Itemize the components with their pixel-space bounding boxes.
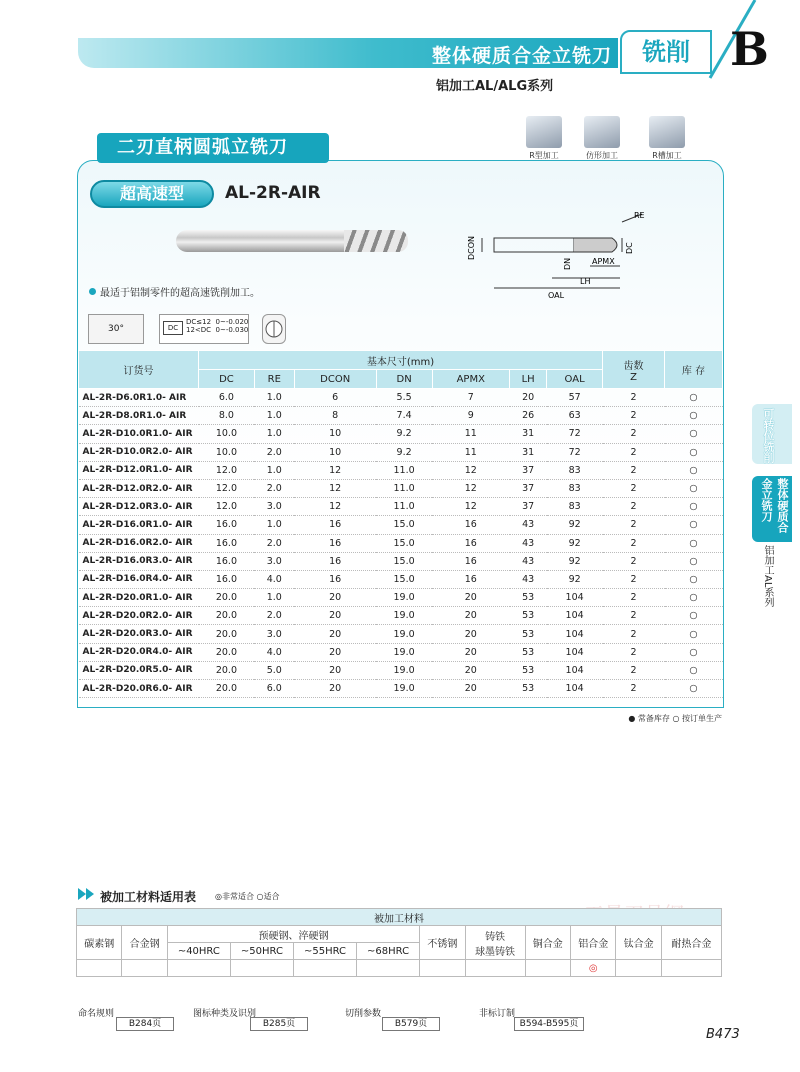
- cell: 3.0: [254, 625, 294, 643]
- table-row: [79, 407, 723, 425]
- cell: ○: [665, 589, 723, 607]
- label-oal: OAL: [548, 291, 565, 300]
- cell: 10: [294, 425, 376, 443]
- cell: ○: [665, 643, 723, 661]
- cell: 2: [603, 643, 665, 661]
- cell: 19.0: [376, 661, 432, 679]
- cell: 16: [432, 516, 510, 534]
- cell: 1.0: [254, 407, 294, 425]
- order-code: AL-2R-D10.0R1.0- AIR: [79, 425, 199, 443]
- cell: 2: [603, 589, 665, 607]
- arrow-icon: [78, 888, 96, 900]
- cell: 16.0: [199, 570, 255, 588]
- cell: 63: [547, 407, 603, 425]
- cell: 19.0: [376, 625, 432, 643]
- cell: 2: [603, 389, 665, 407]
- two-flute-icon: [262, 314, 286, 344]
- cell: 104: [547, 625, 603, 643]
- cell: 16.0: [199, 516, 255, 534]
- table-row: [79, 552, 723, 570]
- header-subtitle: 铝加工AL/ALG系列: [436, 79, 554, 94]
- r-type-process: R型加工: [520, 116, 568, 161]
- cell: 2: [603, 498, 665, 516]
- cell: 16: [294, 516, 376, 534]
- cell: 83: [547, 498, 603, 516]
- cell: 92: [547, 552, 603, 570]
- ref-naming-label: 命名规则: [78, 1009, 115, 1019]
- cell: ○: [665, 661, 723, 679]
- cell: ○: [665, 498, 723, 516]
- cell: 2.0: [254, 479, 294, 497]
- cell: 2: [603, 516, 665, 534]
- table-row: [79, 479, 723, 497]
- cell: 20: [432, 643, 510, 661]
- cell: 3.0: [254, 498, 294, 516]
- table-row: [79, 661, 723, 679]
- section-letter: B: [730, 22, 769, 76]
- materials-heading: 被加工材料适用表: [100, 890, 197, 904]
- cell: 16: [294, 552, 376, 570]
- cell: 6: [294, 389, 376, 407]
- cell: 10: [294, 443, 376, 461]
- order-code: AL-2R-D10.0R2.0- AIR: [79, 443, 199, 461]
- aluminum-suitability: ◎: [571, 960, 616, 977]
- profile-process: 仿形加工: [578, 116, 626, 161]
- cell: 20.0: [199, 643, 255, 661]
- cell: 12: [432, 461, 510, 479]
- cell: 37: [510, 498, 547, 516]
- cell: 20: [294, 643, 376, 661]
- cell: 57: [547, 389, 603, 407]
- label-dc: DC: [625, 242, 634, 254]
- cell: 6.0: [199, 389, 255, 407]
- cell: 4.0: [254, 570, 294, 588]
- order-code: AL-2R-D20.0R6.0- AIR: [79, 680, 199, 698]
- order-code: AL-2R-D16.0R3.0- AIR: [79, 552, 199, 570]
- side-tab-al-series[interactable]: 铝加工AL系列: [762, 545, 773, 608]
- label-dn: DN: [563, 257, 572, 270]
- cell: 10.0: [199, 425, 255, 443]
- order-code: AL-2R-D16.0R2.0- AIR: [79, 534, 199, 552]
- cell: 15.0: [376, 516, 432, 534]
- order-code: AL-2R-D20.0R4.0- AIR: [79, 643, 199, 661]
- cell: 20: [432, 589, 510, 607]
- mat-68hrc: ~68HRC: [357, 943, 420, 960]
- cell: 2.0: [254, 607, 294, 625]
- cell: 12: [294, 498, 376, 516]
- mat-castiron: 铸铁 球墨铸铁: [465, 926, 525, 960]
- ref-icons-page[interactable]: B285页: [250, 1017, 308, 1031]
- cell: 9: [432, 407, 510, 425]
- cell: 11: [432, 443, 510, 461]
- cell: 43: [510, 534, 547, 552]
- table-row: [79, 625, 723, 643]
- cell: 20.0: [199, 607, 255, 625]
- cell: 12.0: [199, 479, 255, 497]
- cell: 20: [294, 607, 376, 625]
- order-code: AL-2R-D20.0R2.0- AIR: [79, 607, 199, 625]
- col-dcon: DCON: [294, 370, 376, 389]
- cell: 104: [547, 589, 603, 607]
- order-code: AL-2R-D16.0R1.0- AIR: [79, 516, 199, 534]
- cell: 92: [547, 516, 603, 534]
- cell: 20: [294, 661, 376, 679]
- cell: 1.0: [254, 589, 294, 607]
- cell: 37: [510, 461, 547, 479]
- table-row: [79, 643, 723, 661]
- order-code: AL-2R-D16.0R4.0- AIR: [79, 570, 199, 588]
- cell: 20: [432, 625, 510, 643]
- mat-aluminum: 铝合金: [571, 926, 616, 960]
- order-code: AL-2R-D20.0R5.0- AIR: [79, 661, 199, 679]
- cell: ○: [665, 516, 723, 534]
- cell: 7.4: [376, 407, 432, 425]
- cell: 83: [547, 479, 603, 497]
- order-code: AL-2R-D12.0R1.0- AIR: [79, 461, 199, 479]
- order-code: AL-2R-D6.0R1.0- AIR: [79, 389, 199, 407]
- mat-stainless: 不锈钢: [420, 926, 465, 960]
- table-row: [79, 389, 723, 407]
- table-row: [79, 443, 723, 461]
- cell: 37: [510, 479, 547, 497]
- cell: ○: [665, 625, 723, 643]
- order-code: AL-2R-D20.0R1.0- AIR: [79, 589, 199, 607]
- cell: ○: [665, 570, 723, 588]
- ref-custom-page[interactable]: B594-B595页: [514, 1017, 584, 1031]
- mat-carbon: 碳素钢: [77, 926, 122, 960]
- diagram-shank: [494, 238, 574, 252]
- cell: 16: [432, 570, 510, 588]
- label-apmx: APMX: [592, 257, 615, 266]
- cell: 31: [510, 425, 547, 443]
- cell: 2: [603, 680, 665, 698]
- cell: 72: [547, 425, 603, 443]
- cell: 19.0: [376, 607, 432, 625]
- cell: 11.0: [376, 498, 432, 516]
- cell: 20: [432, 661, 510, 679]
- tool-shank-image: [176, 230, 346, 252]
- cell: ○: [665, 425, 723, 443]
- mat-hardened: 预硬钢、淬硬钢: [167, 926, 419, 943]
- cell: 53: [510, 607, 547, 625]
- cell: 20: [510, 389, 547, 407]
- table-row: [79, 461, 723, 479]
- cell: ○: [665, 443, 723, 461]
- cell: 2: [603, 443, 665, 461]
- cell: ○: [665, 552, 723, 570]
- cell: 20.0: [199, 589, 255, 607]
- cell: 2: [603, 534, 665, 552]
- dimension-diagram: [462, 208, 662, 308]
- cell: 26: [510, 407, 547, 425]
- tool-flute-image: [344, 230, 408, 252]
- mat-50hrc: ~50HRC: [230, 943, 293, 960]
- cell: 9.2: [376, 425, 432, 443]
- order-code: AL-2R-D20.0R3.0- AIR: [79, 625, 199, 643]
- table-row: [79, 425, 723, 443]
- cell: 20.0: [199, 625, 255, 643]
- cell: 4.0: [254, 643, 294, 661]
- cell: 16.0: [199, 534, 255, 552]
- spec-table: [78, 350, 723, 698]
- cell: ○: [665, 607, 723, 625]
- col-re: RE: [254, 370, 294, 389]
- cell: 92: [547, 570, 603, 588]
- materials-group: 被加工材料: [77, 909, 722, 926]
- header-title: 整体硬质合金立铣刀: [431, 45, 612, 67]
- bullet-icon: [89, 288, 96, 295]
- profile-icon: [584, 116, 620, 148]
- cell: 9.2: [376, 443, 432, 461]
- table-row: [79, 498, 723, 516]
- cell: 31: [510, 443, 547, 461]
- cell: 2: [603, 625, 665, 643]
- cell: 5.5: [376, 389, 432, 407]
- mat-titanium: 钛合金: [616, 926, 661, 960]
- col-lh: LH: [510, 370, 547, 389]
- cell: 20.0: [199, 680, 255, 698]
- cell: ○: [665, 680, 723, 698]
- label-dcon: DCON: [467, 235, 476, 260]
- cell: 12.0: [199, 498, 255, 516]
- ref-custom-label: 非标订制: [479, 1009, 516, 1019]
- ref-cutting-label: 切削参数: [345, 1009, 382, 1019]
- cell: 2: [603, 607, 665, 625]
- cell: 8.0: [199, 407, 255, 425]
- side-tab-indexable[interactable]: 可转位铣削: [752, 404, 792, 464]
- cell: 2: [603, 661, 665, 679]
- cell: 104: [547, 661, 603, 679]
- col-dn: DN: [376, 370, 432, 389]
- speed-badge: 超高速型: [90, 180, 214, 208]
- cell: 11.0: [376, 479, 432, 497]
- order-code: AL-2R-D12.0R2.0- AIR: [79, 479, 199, 497]
- mat-40hrc: ~40HRC: [167, 943, 230, 960]
- cell: 19.0: [376, 643, 432, 661]
- table-row: [79, 570, 723, 588]
- cell: 3.0: [254, 552, 294, 570]
- col-order: 订货号: [79, 351, 199, 389]
- cell: 12: [432, 479, 510, 497]
- cell: 104: [547, 643, 603, 661]
- cell: 5.0: [254, 661, 294, 679]
- spec-body: [79, 389, 723, 698]
- cell: 2: [603, 479, 665, 497]
- cell: 2: [603, 407, 665, 425]
- cell: 53: [510, 643, 547, 661]
- mat-55hrc: ~55HRC: [293, 943, 356, 960]
- cell: ○: [665, 534, 723, 552]
- cell: 12: [432, 498, 510, 516]
- ref-naming-page[interactable]: B284页: [116, 1017, 174, 1031]
- stock-legend: ● 常备库存 ○ 按订单生产: [628, 714, 722, 723]
- cell: ○: [665, 389, 723, 407]
- table-row: [79, 680, 723, 698]
- cell: 2: [603, 461, 665, 479]
- cell: 6.0: [254, 680, 294, 698]
- cell: 11.0: [376, 461, 432, 479]
- cell: 2: [603, 425, 665, 443]
- cell: 53: [510, 589, 547, 607]
- cell: 15.0: [376, 534, 432, 552]
- cell: 16: [432, 552, 510, 570]
- table-row: [79, 589, 723, 607]
- col-teeth: 齿数 Z: [603, 351, 665, 389]
- cell: 8: [294, 407, 376, 425]
- category-tab: 铣削: [620, 30, 712, 74]
- product-title: 二刃直柄圆弧立铣刀: [97, 133, 329, 163]
- cell: 20.0: [199, 661, 255, 679]
- cell: 11: [432, 425, 510, 443]
- ref-icons-label: 图标种类及识别: [193, 1009, 257, 1019]
- cell: 16.0: [199, 552, 255, 570]
- cell: 43: [510, 516, 547, 534]
- cell: 92: [547, 534, 603, 552]
- cell: 53: [510, 625, 547, 643]
- mat-copper: 铜合金: [525, 926, 570, 960]
- cell: 7: [432, 389, 510, 407]
- cell: 1.0: [254, 425, 294, 443]
- cell: 15.0: [376, 570, 432, 588]
- cell: ○: [665, 479, 723, 497]
- tolerance-text: DC≤12 0~-0.020 12<DC 0~-0.030: [186, 318, 249, 334]
- helix-angle-icon: 30°: [88, 314, 144, 344]
- label-re: RE: [634, 211, 645, 220]
- r-slot-icon: [649, 116, 685, 148]
- col-basic: 基本尺寸(mm): [199, 351, 603, 370]
- mat-alloy: 合金钢: [122, 926, 167, 960]
- cell: 12: [294, 479, 376, 497]
- r-type-icon: [526, 116, 562, 148]
- table-row: [79, 516, 723, 534]
- cell: 19.0: [376, 589, 432, 607]
- cell: 53: [510, 680, 547, 698]
- col-dc: DC: [199, 370, 255, 389]
- cell: 20: [432, 680, 510, 698]
- cell: 104: [547, 607, 603, 625]
- ref-cutting-page[interactable]: B579页: [382, 1017, 440, 1031]
- cell: 1.0: [254, 389, 294, 407]
- cell: 19.0: [376, 680, 432, 698]
- mat-heatresist: 耐热合金: [661, 926, 721, 960]
- cell: 20: [432, 607, 510, 625]
- cell: 16: [294, 570, 376, 588]
- cell: 1.0: [254, 461, 294, 479]
- table-row: [79, 534, 723, 552]
- order-code: AL-2R-D8.0R1.0- AIR: [79, 407, 199, 425]
- cell: 15.0: [376, 552, 432, 570]
- cell: ○: [665, 407, 723, 425]
- cell: 20: [294, 625, 376, 643]
- cell: 16: [294, 534, 376, 552]
- cell: 104: [547, 680, 603, 698]
- cell: 10.0: [199, 443, 255, 461]
- r-slot-process: R槽加工: [643, 116, 691, 161]
- diagram-head: [574, 238, 617, 252]
- col-apmx: APMX: [432, 370, 510, 389]
- cell: 72: [547, 443, 603, 461]
- table-row: [79, 607, 723, 625]
- page-number: B473: [706, 1027, 740, 1042]
- cell: 20: [294, 680, 376, 698]
- materials-table: [76, 908, 722, 977]
- cell: 2: [603, 570, 665, 588]
- cell: 16: [432, 534, 510, 552]
- cell: 2: [603, 552, 665, 570]
- label-lh: LH: [580, 277, 591, 286]
- order-code: AL-2R-D12.0R3.0- AIR: [79, 498, 199, 516]
- cell: 2.0: [254, 443, 294, 461]
- cell: 43: [510, 570, 547, 588]
- materials-note: ◎非常适合 ○适合: [215, 892, 280, 901]
- feature-text: 最适于铝制零件的超高速铣削加工。: [100, 288, 260, 299]
- cell: 1.0: [254, 516, 294, 534]
- model-code: AL-2R-AIR: [225, 183, 321, 203]
- cell: 2.0: [254, 534, 294, 552]
- cell: 12.0: [199, 461, 255, 479]
- cell: 20: [294, 589, 376, 607]
- cell: ○: [665, 461, 723, 479]
- cell: 53: [510, 661, 547, 679]
- side-tab-solid[interactable]: 整体硬质合金立铣刀: [752, 476, 792, 542]
- cell: 43: [510, 552, 547, 570]
- col-oal: OAL: [547, 370, 603, 389]
- tolerance-label: DC: [163, 321, 183, 335]
- col-stock: 库 存: [665, 351, 723, 389]
- cell: 12: [294, 461, 376, 479]
- cell: 83: [547, 461, 603, 479]
